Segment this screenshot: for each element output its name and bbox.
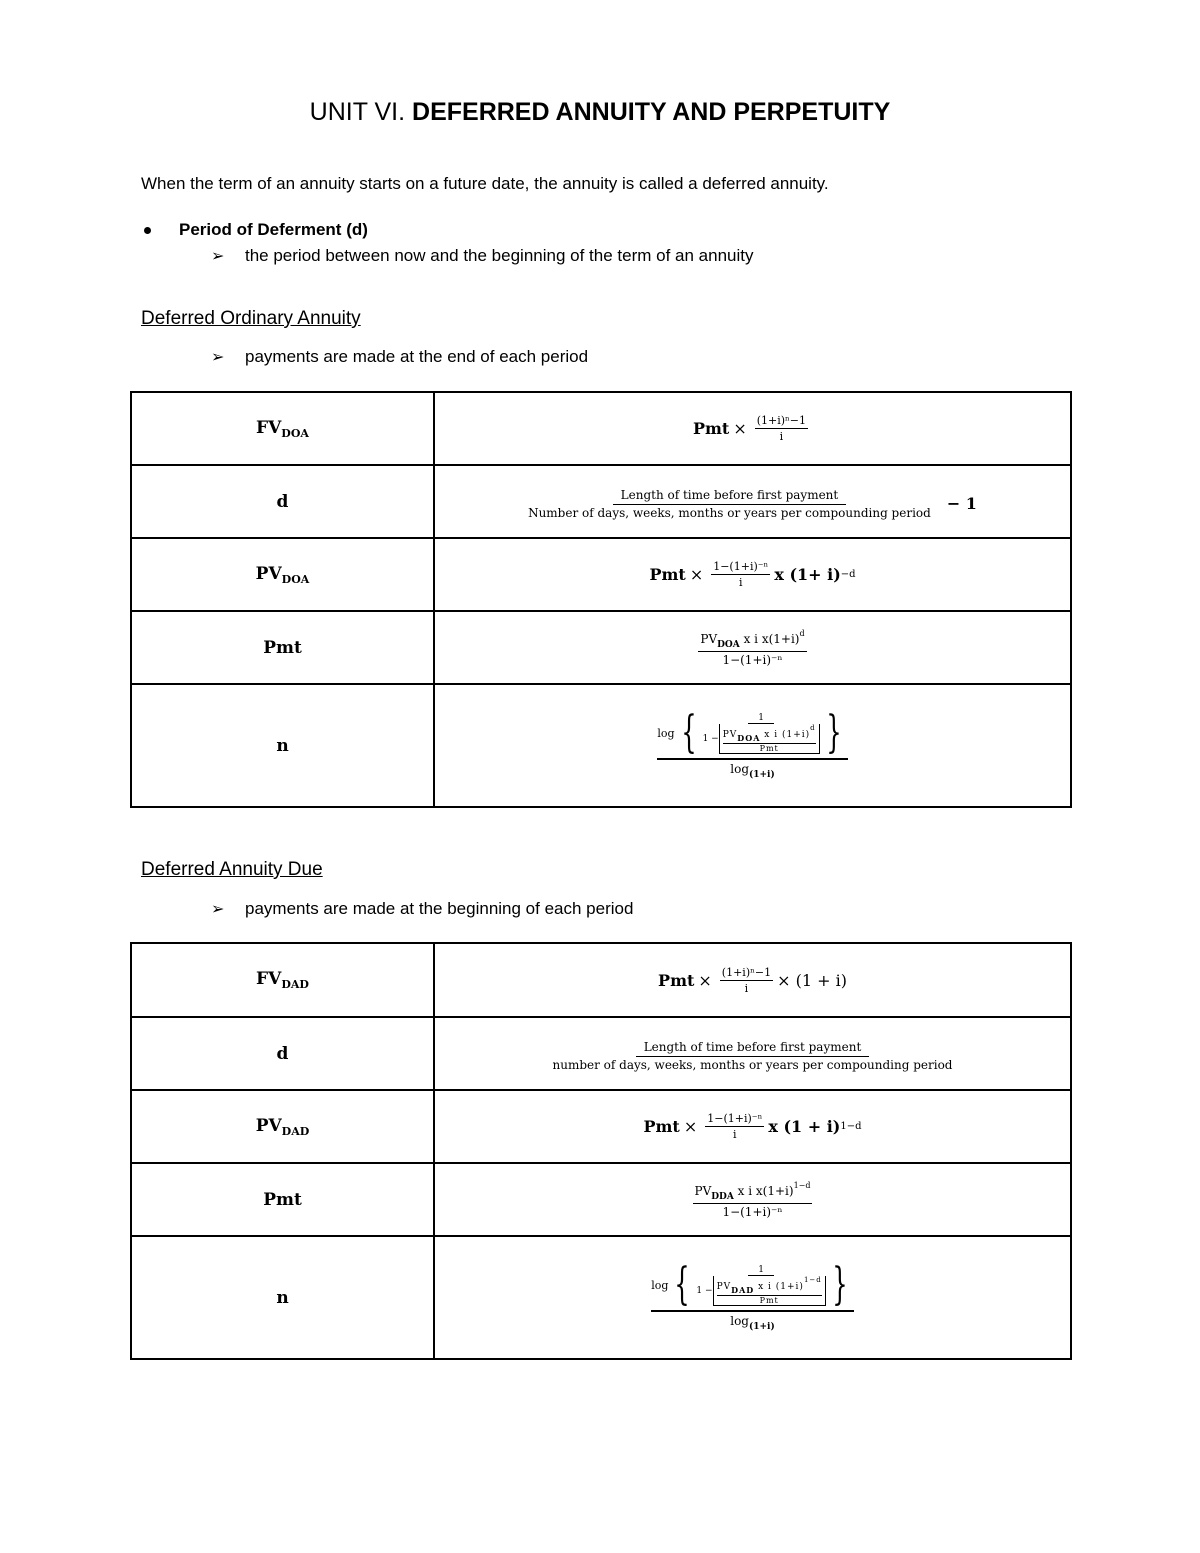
dad-desc-row [211, 899, 633, 919]
table-row [131, 1163, 1071, 1236]
table-row [131, 392, 1071, 465]
row-label: $PV_{DAD}$ [131, 1090, 434, 1163]
title-prefix: UNIT VI. [309, 98, 413, 126]
pv-dad-formula: Pmt × $\frac{\text{1−(1+i)⁻ⁿ}}{i}$ x (1 + i) 1−d [434, 1090, 1071, 1163]
n-doa-formula: log { 1 1 − PVDOA x i $(1+i)^d$ Pmt } $\log_{(1+i)}$ [434, 684, 1071, 807]
dad-heading: Deferred Annuity Due [141, 859, 323, 880]
table-row [131, 611, 1071, 684]
dad-desc: payments are made at the beginning of each period [245, 899, 634, 918]
doa-desc-row [211, 347, 588, 367]
intro-text: When the term of an annuity starts on a future date, the annuity is called a deferred annuity. [141, 174, 829, 193]
fv-doa-formula: Pmt × $\frac{\text{(1+i)ⁿ−1}}{i}$ [434, 392, 1071, 465]
table-row [131, 465, 1071, 538]
deferment-label: Period of Deferment (d) [179, 220, 368, 239]
row-label: d [131, 465, 434, 538]
pmt-doa-formula: $\frac{PV_{DOA} x i x(1+i)^d}{\text{1−(1+i)⁻ⁿ}}$ [434, 611, 1071, 684]
deferment-desc-row [211, 246, 753, 266]
arrow-bullet-icon: ➢ [211, 901, 225, 918]
doa-formula-table [130, 391, 1072, 808]
row-label: n [131, 1236, 434, 1359]
table-row [131, 1017, 1071, 1090]
row-label: d [131, 1017, 434, 1090]
page-title [0, 98, 1200, 127]
arrow-bullet-icon: ➢ [211, 248, 225, 265]
doa-heading: Deferred Ordinary Annuity [141, 308, 361, 329]
pmt-dad-formula: $\frac{PV_{DDA} x i x(1+i)^{1-d}}{\text{1−(1+i)⁻ⁿ}}$ [434, 1163, 1071, 1236]
row-label: $FV_{DAD}$ [131, 943, 434, 1017]
arrow-bullet-icon: ➢ [211, 349, 225, 366]
dad-formula-table [130, 942, 1072, 1360]
row-label: $FV_{DOA}$ [131, 392, 434, 465]
n-dad-formula: log { 1 1 − PVDAD x i $(1+i)^{1-d}$ Pmt } $\log_{(1+i)}$ [434, 1236, 1071, 1359]
row-label: n [131, 684, 434, 807]
row-label: Pmt [131, 611, 434, 684]
d-doa-formula: Length of time before first payment Number of days, weeks, months or years per compounding period − 1 [434, 465, 1071, 538]
table-row [131, 684, 1071, 807]
table-row [131, 538, 1071, 611]
row-label: $PV_{DOA}$ [131, 538, 434, 611]
d-dad-formula: Length of time before first payment number of days, weeks, months or years per compounding period [434, 1017, 1071, 1090]
table-row [131, 1090, 1071, 1163]
table-row [131, 943, 1071, 1017]
deferment-bullet [141, 220, 368, 240]
row-label: Pmt [131, 1163, 434, 1236]
bullet-dot-icon [144, 227, 151, 234]
doa-desc: payments are made at the end of each period [245, 347, 589, 366]
table-row [131, 1236, 1071, 1359]
deferment-desc: the period between now and the beginning of the term of an annuity [245, 246, 754, 265]
fv-dad-formula: Pmt × $\frac{\text{(1+i)ⁿ−1}}{i}$ × (1 + i) [434, 943, 1071, 1017]
title-bold: DEFERRED ANNUITY AND PERPETUITY [412, 98, 891, 126]
pv-doa-formula: Pmt × $\frac{\text{1−(1+i)⁻ⁿ}}{i}$ x (1+ i) −d [434, 538, 1071, 611]
